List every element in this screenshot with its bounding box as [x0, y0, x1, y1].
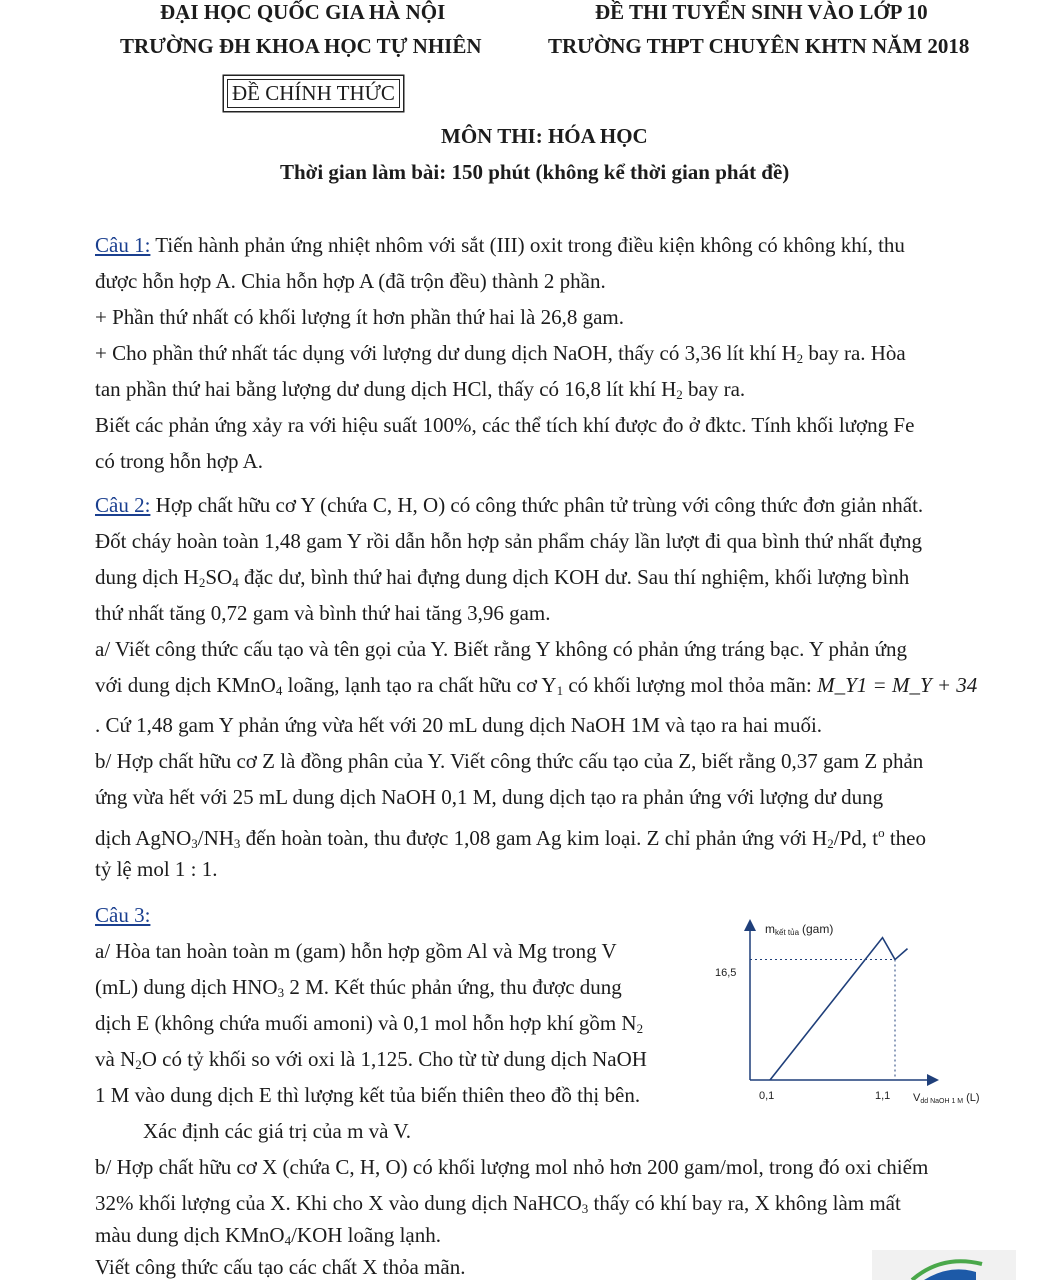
- q3-text-9a: màu dung dịch KMnO: [95, 1223, 285, 1247]
- subscript: 3: [233, 836, 241, 851]
- logo-swoosh-icon: [872, 1250, 1016, 1280]
- q2-label: Câu 2:: [95, 493, 151, 517]
- subscript: 4: [284, 1233, 292, 1248]
- subscript: 3: [191, 836, 198, 851]
- q1-label: Câu 1:: [95, 233, 151, 257]
- time-allowed: Thời gian làm bài: 150 phút (không kể thời gian phát đề): [280, 160, 790, 184]
- q3-line-7: b/ Hợp chất hữu cơ X (chứa C, H, O) có khối lượng mol nhỏ hơn 200 gam/mol, trong đó oxi chiếm: [95, 1155, 929, 1179]
- q1-line-2: được hỗn hợp A. Chia hỗn hợp A (đã trộn đều) thành 2 phần.: [95, 269, 606, 293]
- q3-label: Câu 3:: [95, 903, 151, 927]
- q2-line-6: [95, 667, 977, 703]
- molar-mass-formula: M_Y1 = M_Y + 34: [817, 673, 978, 697]
- q3-text-2a: (mL) dung dịch HNO: [95, 975, 278, 999]
- school-title: TRƯỜNG THPT CHUYÊN KHTN NĂM 2018: [548, 34, 970, 58]
- precipitate-chart: [705, 915, 1005, 1120]
- q1-line-7: có trong hỗn hợp A.: [95, 449, 264, 473]
- q1-text-1: Tiến hành phản ứng nhiệt nhôm với sắt (III) oxit trong điều kiện không có không khí, thu: [150, 233, 905, 257]
- q1-line-5: [95, 371, 745, 407]
- q2-line-2: Đốt cháy hoàn toàn 1,48 gam Y rồi dẫn hỗn hợp sản phẩm cháy lần lượt đi qua bình thứ nhất đựng: [95, 529, 922, 553]
- q3-line-4: [95, 1041, 647, 1077]
- q2-line-8: b/ Hợp chất hữu cơ Z là đồng phân của Y. Viết công thức cấu tạo của Z, biết rằng 0,37 gam Z phản: [95, 749, 924, 773]
- q2-text-1: Hợp chất hữu cơ Y (chứa C, H, O) có công thức phân tử trùng với công thức đơn giản nhất.: [150, 493, 924, 517]
- y-tick-label: 16,5: [715, 967, 737, 979]
- subscript: 2: [636, 1021, 644, 1036]
- subscript: 2: [827, 836, 834, 851]
- x-axis-label: Vdd NaOH 1 M (L): [913, 1092, 980, 1105]
- q2-text-3a: dung dịch H: [95, 565, 199, 589]
- subscript: 4: [232, 575, 239, 590]
- corner-logo: [872, 1250, 1016, 1280]
- q2-text-3b: SO: [205, 565, 233, 589]
- q3-text-4b: O có tỷ khối so với oxi là 1,125. Cho từ từ dung dịch NaOH: [141, 1047, 647, 1071]
- q3-line-10: Viết công thức cấu tạo các chất X thỏa mãn.: [95, 1255, 466, 1279]
- q1-line-3: + Phần thứ nhất có khối lượng ít hơn phần thứ hai là 26,8 gam.: [95, 305, 624, 329]
- university-name: ĐẠI HỌC QUỐC GIA HÀ NỘI: [160, 0, 446, 24]
- q3-line-1: a/ Hòa tan hoàn toàn m (gam) hỗn hợp gồm Al và Mg trong V: [95, 939, 617, 963]
- q3-text-8b: thấy có khí bay ra, X không làm mất: [588, 1191, 901, 1215]
- q2-line-9: ứng vừa hết với 25 mL dung dịch NaOH 0,1 M, dung dịch tạo ra phản ứng với lượng dư dung: [95, 785, 884, 809]
- superscript: o: [878, 825, 885, 840]
- q1-text-4b: bay ra. Hòa: [803, 341, 906, 365]
- q2-text-10d: /Pd, t: [833, 826, 879, 850]
- q1-text-5a: tan phần thứ hai bằng lượng dư dung dịch HCl, thấy có 16,8 lít khí H: [95, 377, 677, 401]
- q3-line-2: [95, 969, 622, 1005]
- q1-text-4a: + Cho phần thứ nhất tác dụng với lượng dư dung dịch NaOH, thấy có 3,36 lít khí H: [95, 341, 797, 365]
- q2-text-10c: đến hoàn toàn, thu được 1,08 gam Ag kim loại. Z chỉ phản ứng với H: [240, 826, 828, 850]
- subscript: 3: [581, 1201, 589, 1216]
- subscript: 2: [135, 1057, 142, 1072]
- q3-text-8a: 32% khối lượng của X. Khi cho X vào dung dịch NaHCO: [95, 1191, 582, 1215]
- subscript: 1: [556, 683, 564, 698]
- q2-line-1: [95, 487, 923, 523]
- official-stamp-box: ĐỀ CHÍNH THỨC: [227, 79, 400, 108]
- subscript: 2: [198, 575, 206, 590]
- q3-line-8: [95, 1185, 901, 1221]
- q2-line-7: . Cứ 1,48 gam Y phản ứng vừa hết với 20 mL dung dịch NaOH 1M và tạo ra hai muối.: [95, 713, 823, 737]
- q2-text-3c: đặc dư, bình thứ hai đựng dung dịch KOH dư. Sau thí nghiệm, khối lượng bình: [238, 565, 910, 589]
- q2-line-10: [95, 815, 926, 856]
- q2-text-10b: /NH: [197, 826, 234, 850]
- q2-line-3: [95, 559, 909, 595]
- y-axis-label: mkết tủa (gam): [765, 922, 834, 937]
- q3-line-3: [95, 1005, 643, 1041]
- q2-line-5: a/ Viết công thức cấu tạo và tên gọi của Y. Biết rằng Y không có phản ứng tráng bạc. Y phản ứng: [95, 637, 907, 661]
- q1-line-6: Biết các phản ứng xảy ra với hiệu suất 100%, các thể tích khí được đo ở đktc. Tính khối lượng Fe: [95, 413, 915, 437]
- precipitate-series-line: [770, 938, 908, 1080]
- q2-text-6b: loãng, lạnh tạo ra chất hữu cơ Y: [282, 673, 557, 697]
- q3-text-4a: và N: [95, 1047, 136, 1071]
- q1-line-4: [95, 335, 906, 371]
- x-tick-label-start: 0,1: [759, 1090, 775, 1102]
- exam-title: ĐỀ THI TUYỂN SINH VÀO LỚP 10: [595, 0, 928, 24]
- subscript: 4: [275, 683, 283, 698]
- q3-line-6: Xác định các giá trị của m và V.: [143, 1119, 412, 1143]
- q3-text-9b: /KOH loãng lạnh.: [291, 1223, 441, 1247]
- subscript: 2: [796, 351, 804, 366]
- q2-line-11: tỷ lệ mol 1 : 1.: [95, 857, 218, 881]
- subject-title: MÔN THI: HÓA HỌC: [441, 124, 648, 148]
- q2-text-6c: có khối lượng mol thỏa mãn:: [563, 673, 818, 697]
- q1-text-5b: bay ra.: [682, 377, 746, 401]
- subscript: 2: [676, 387, 683, 402]
- q3-line-9: [95, 1217, 441, 1253]
- q2-line-4: thứ nhất tăng 0,72 gam và bình thứ hai tăng 3,96 gam.: [95, 601, 551, 625]
- q3-line-5: 1 M vào dung dịch E thì lượng kết tủa biến thiên theo đồ thị bên.: [95, 1083, 641, 1107]
- q2-text-10e: theo: [884, 826, 926, 850]
- q3-text-2b: 2 M. Kết thúc phản ứng, thu được dung: [284, 975, 622, 999]
- x-tick-label-end: 1,1: [875, 1090, 891, 1102]
- subscript: 3: [277, 985, 285, 1000]
- q3-text-3a: dịch E (không chứa muối amoni) và 0,1 mol hỗn hợp khí gồm N: [95, 1011, 637, 1035]
- faculty-name: TRƯỜNG ĐH KHOA HỌC TỰ NHIÊN: [120, 34, 482, 58]
- q2-text-10a: dịch AgNO: [95, 826, 192, 850]
- q1-line-1: [95, 227, 905, 263]
- q2-text-6a: với dung dịch KMnO: [95, 673, 276, 697]
